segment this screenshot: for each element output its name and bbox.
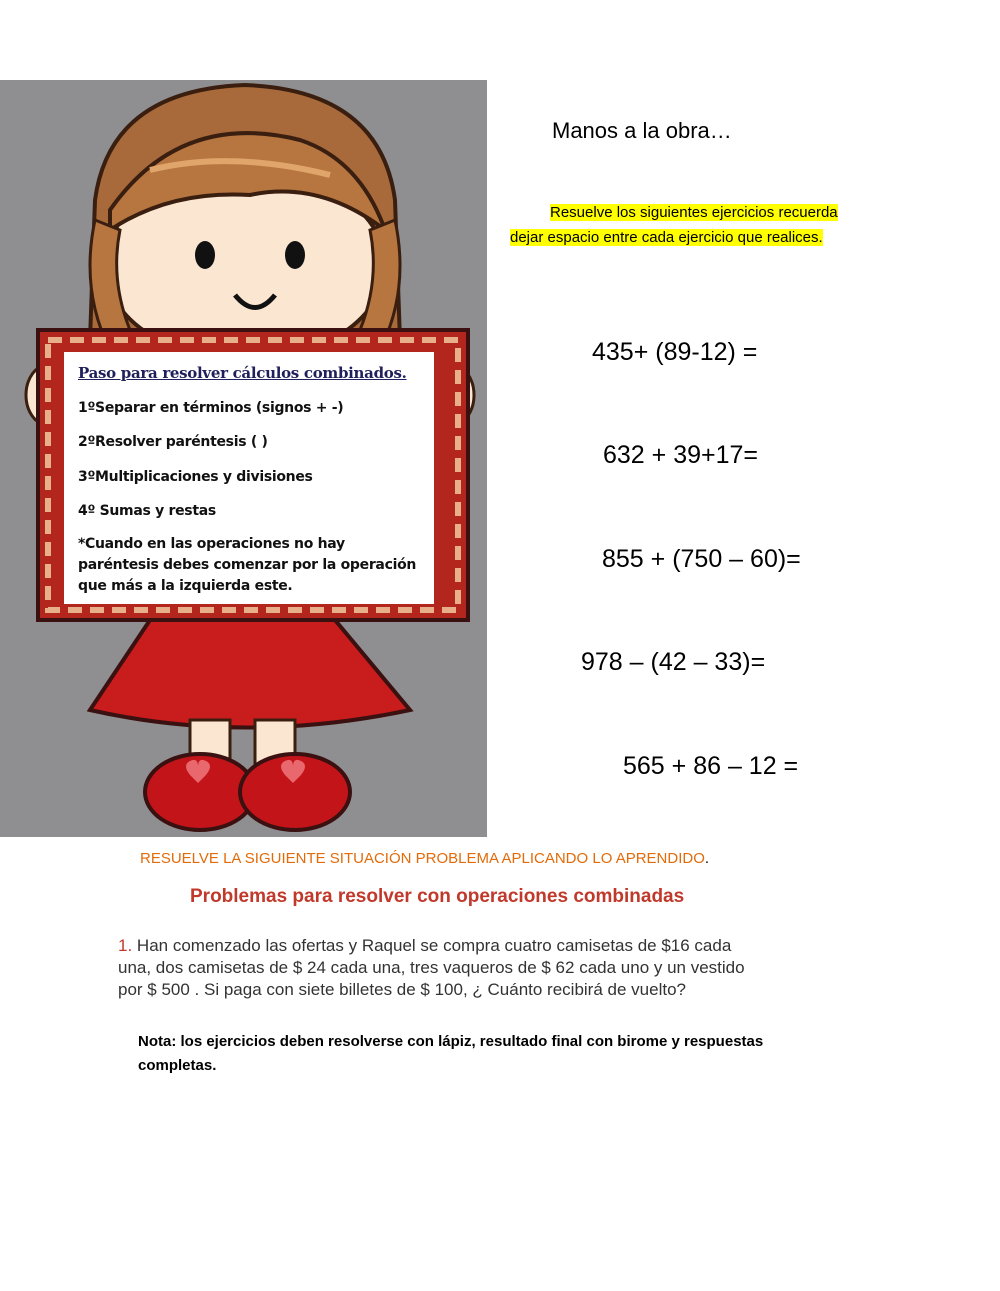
problem-intro-period: . bbox=[704, 850, 710, 867]
problems-title: Problemas para resolver con operaciones combinadas bbox=[190, 886, 685, 907]
step-3: 3ºMultiplicaciones y divisiones bbox=[78, 469, 313, 485]
steps-sign bbox=[40, 340, 460, 610]
step-1: 1ºSeparar en términos (signos + -) bbox=[78, 400, 344, 416]
step-4: 4º Sumas y restas bbox=[78, 503, 216, 519]
problem-1 bbox=[118, 935, 758, 1001]
section-heading: Manos a la obra… bbox=[552, 118, 732, 143]
step-2: 2ºResolver paréntesis ( ) bbox=[78, 434, 268, 450]
problem-intro bbox=[140, 850, 709, 867]
steps-card bbox=[64, 352, 434, 604]
steps-title: Paso para resolver cálculos combinados. bbox=[78, 364, 407, 382]
girl-illustration bbox=[0, 80, 487, 837]
exercise-4: 978 – (42 – 33)= bbox=[581, 648, 766, 676]
exercise-3: 855 + (750 – 60)= bbox=[602, 545, 801, 573]
note-text: Nota: los ejercicios deben resolverse con lápiz, resultado final con birome y respuestas completas. bbox=[138, 1033, 764, 1074]
exercise-1: 435+ (89-12) = bbox=[592, 338, 758, 366]
problem-intro-text: RESUELVE LA SIGUIENTE SITUACIÓN PROBLEMA APLICANDO LO APRENDIDO bbox=[140, 850, 705, 867]
exercise-2: 632 + 39+17= bbox=[603, 441, 759, 469]
problem-text: Han comenzado las ofertas y Raquel se compra cuatro camisetas de $16 cada una, dos camisetas de $ 24 cada una, tres vaqueros de $ 62 cada uno y un vestido por $ 500 . Si paga con siete billetes de $ 100, ¿ Cuánto recibirá de vuelto? bbox=[118, 936, 745, 999]
steps-note: *Cuando en las operaciones no hay paréntesis debes comenzar por la operación que más a la izquierda este. bbox=[78, 536, 417, 594]
instruction-highlight: Resuelve los siguientes ejercicios recuerda dejar espacio entre cada ejercicio que realices. bbox=[510, 204, 838, 246]
instruction-text bbox=[510, 200, 870, 250]
exercise-5: 565 + 86 – 12 = bbox=[623, 752, 799, 780]
problem-number: 1. bbox=[118, 936, 133, 955]
